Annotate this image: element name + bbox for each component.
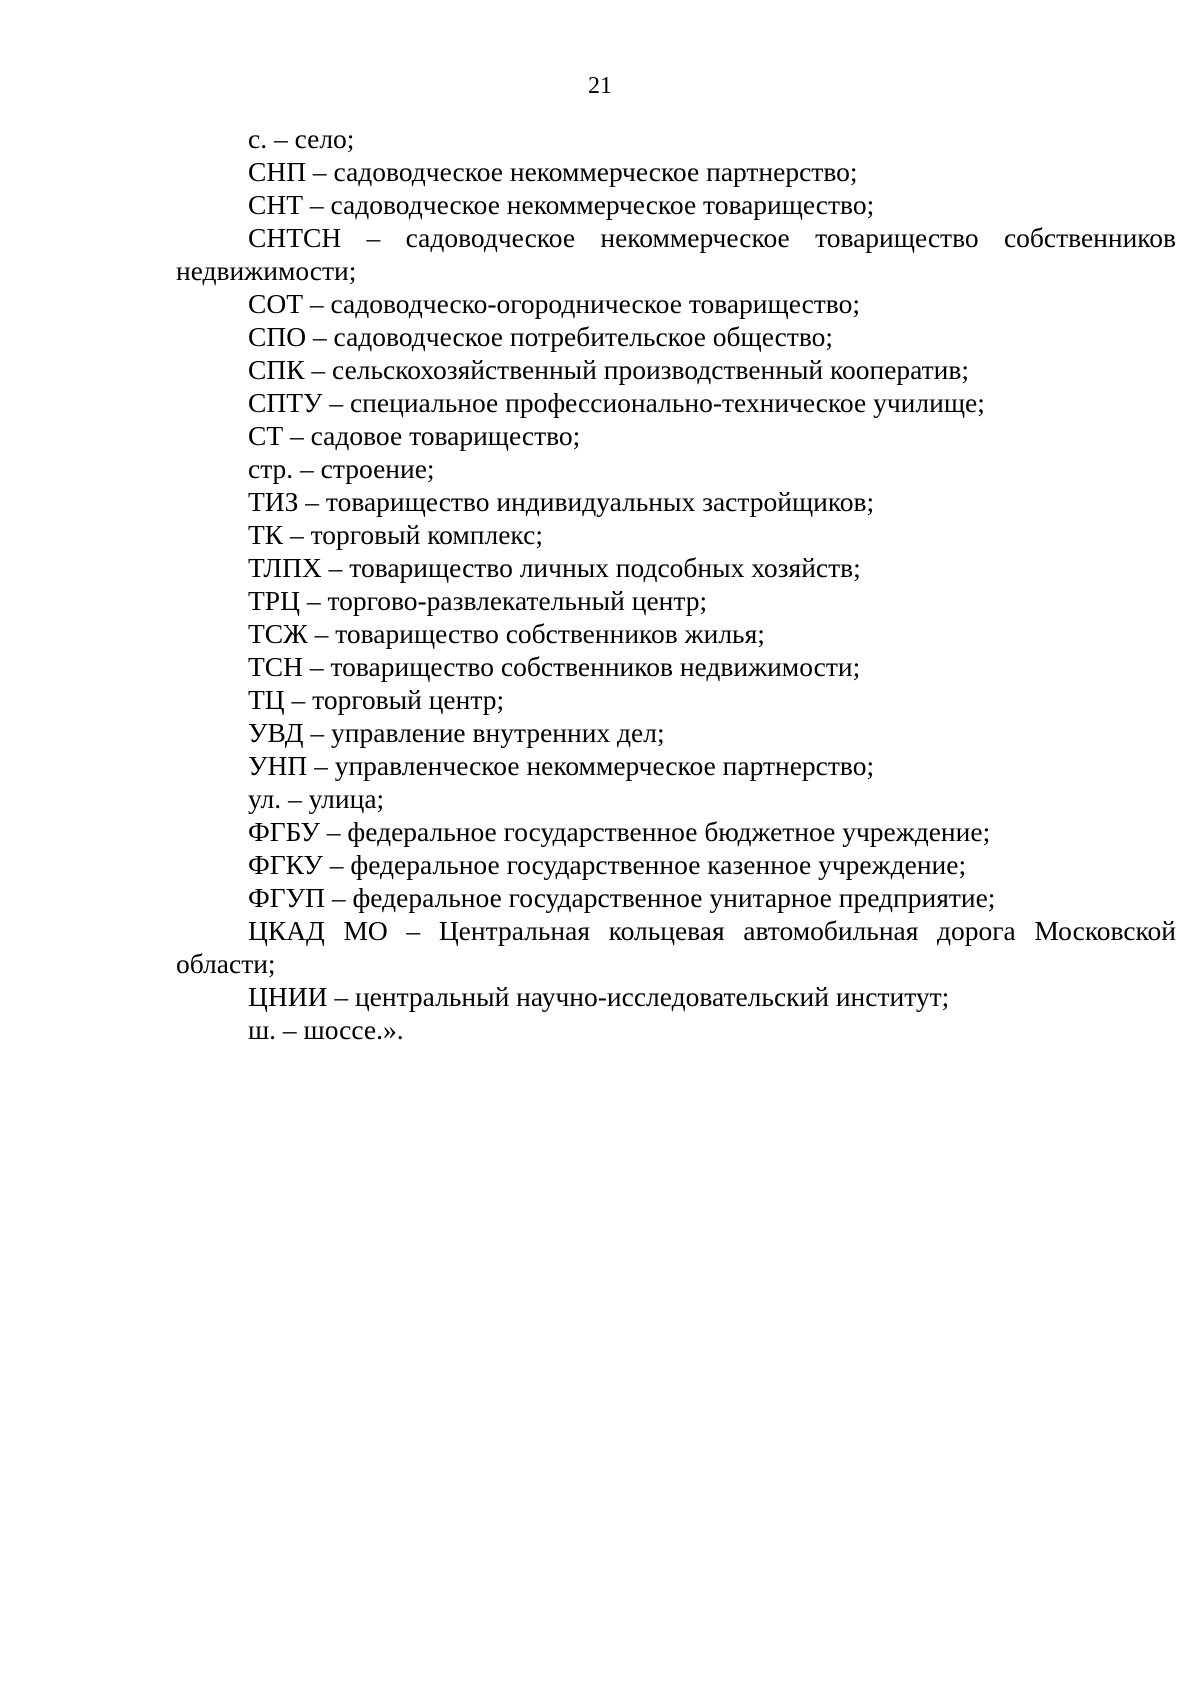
list-item: УВД – управление внутренних дел; xyxy=(248,717,665,748)
list-item: ТСН – товарищество собственников недвижимости; xyxy=(248,651,861,682)
list-item: ТК – торговый комплекс; xyxy=(248,519,543,550)
list-item: СТ – садовое товарищество; xyxy=(248,420,581,451)
list-item: ТСЖ – товарищество собственников жилья; xyxy=(248,618,765,649)
list-item: СОТ – садоводческо-огородническое товарищество; xyxy=(248,288,860,319)
page-number: 21 xyxy=(588,73,612,99)
list-item: ФГКУ – федеральное государственное казенное учреждение; xyxy=(248,849,967,880)
list-item: СПТУ – специальное профессионально-техническое училище; xyxy=(248,387,985,418)
list-item: ФГБУ – федеральное государственное бюджетное учреждение; xyxy=(248,816,991,847)
list-item: ЦКАД МО – Центральная кольцевая автомобильная дорога Московской области; xyxy=(176,915,1176,979)
list-item: СНП – садоводческое некоммерческое партнерство; xyxy=(248,156,858,187)
list-item: СПО – садоводческое потребительское общество; xyxy=(248,321,834,352)
list-item: с. – село; xyxy=(248,123,355,154)
list-item: ул. – улица; xyxy=(248,783,385,814)
list-item: СНТСН – садоводческое некоммерческое товарищество собственников недвижимости; xyxy=(176,222,1176,286)
list-item: стр. – строение; xyxy=(248,453,435,484)
list-item: ТРЦ – торгово-развлекательный центр; xyxy=(248,585,708,616)
list-item: ФГУП – федеральное государственное унитарное предприятие; xyxy=(248,882,996,913)
list-item: ТЦ – торговый центр; xyxy=(248,684,505,715)
list-item: ЦНИИ – центральный научно-исследовательский институт; xyxy=(248,981,950,1012)
list-item: ТЛПХ – товарищество личных подсобных хозяйств; xyxy=(248,552,861,583)
abbreviations-list xyxy=(176,122,1176,1046)
list-item: ш. – шоссе.». xyxy=(248,1014,404,1045)
list-item: ТИЗ – товарищество индивидуальных застройщиков; xyxy=(248,486,875,517)
list-item: СПК – сельскохозяйственный производственный кооператив; xyxy=(248,354,970,385)
list-item: СНТ – садоводческое некоммерческое товарищество; xyxy=(248,189,875,220)
list-item: УНП – управленческое некоммерческое партнерство; xyxy=(248,750,875,781)
